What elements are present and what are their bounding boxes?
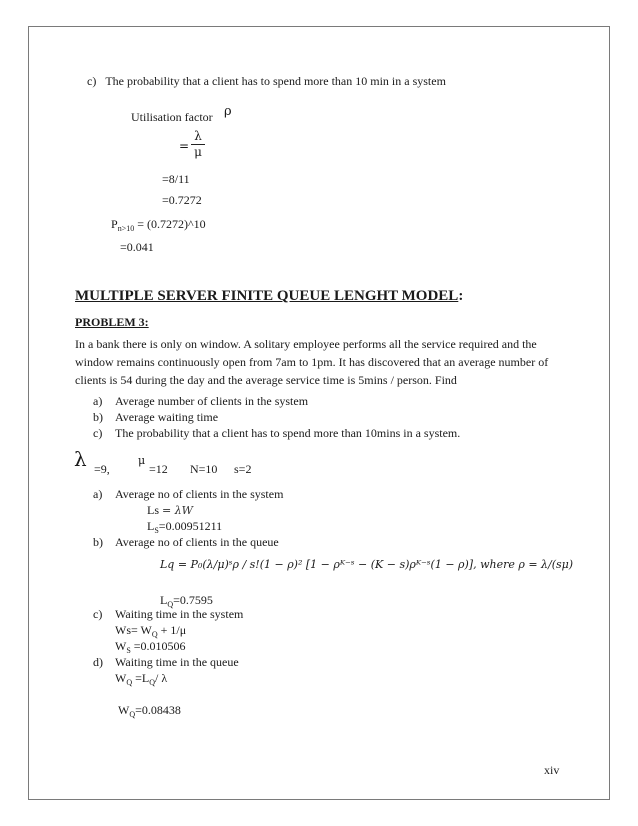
list-item-c [87, 74, 446, 89]
lq-result [160, 593, 213, 608]
equals-sign: = [179, 139, 190, 153]
lq-formula: Lq = P₀(λ/μ)ˢρ / s!(1 − ρ)² [1 − ρᴷ⁻ˢ − (K − s)ρᴷ⁻ˢ(1 − ρ)], where ρ = λ/(sμ) [160, 558, 574, 571]
answer-c [93, 607, 243, 622]
question-label: c) [93, 426, 103, 440]
p-subscript: n>10 [117, 224, 135, 233]
answer-b [93, 535, 279, 550]
problem-label: PROBLEM 3: [75, 315, 149, 329]
item-label: c) [87, 74, 97, 88]
probability-result: =0.041 [120, 240, 154, 254]
ws-rest: + 1/μ [157, 623, 187, 637]
s-value: s=2 [234, 462, 252, 476]
answer-text: Waiting time in the queue [115, 655, 239, 669]
lq-main: L [160, 593, 168, 607]
question-a [93, 393, 460, 409]
p-symbol: P [111, 217, 118, 231]
question-text: The probability that a client has to spend more than 10mins in a system. [115, 426, 461, 440]
probability-expression [111, 217, 206, 232]
question-c [93, 425, 460, 441]
utilisation-label [131, 110, 213, 125]
wq2-sub: Q [129, 710, 136, 719]
ls-result [147, 519, 222, 534]
answer-label: b) [93, 535, 103, 549]
question-b [93, 409, 460, 425]
answer-text: Average no of clients in the queue [115, 535, 279, 549]
ls-formula [147, 503, 193, 518]
p-expression: = (0.7272)^10 [134, 217, 206, 231]
wq-result [118, 703, 181, 718]
answer-label: d) [93, 655, 103, 669]
lq-sub: Q [167, 600, 174, 609]
mu-symbol: μ [138, 454, 146, 467]
wq2-value: =0.08438 [135, 703, 181, 717]
question-text: Average waiting time [115, 410, 219, 424]
answer-d [93, 655, 239, 670]
item-text: The probability that a client has to spend more than 10 min in a system [105, 74, 446, 88]
lambda-value: =9, [94, 462, 110, 476]
problem-questions [93, 393, 460, 441]
heading-colon: : [458, 288, 464, 304]
answer-label: c) [93, 607, 103, 621]
n-value: N=10 [190, 462, 218, 476]
frac-numerator: λ [194, 129, 202, 143]
answer-a [93, 487, 283, 502]
ws-formula [115, 623, 186, 638]
ws-main: Ws= W [115, 623, 152, 637]
lambda-over-mu-fraction [191, 130, 205, 159]
answer-text: Average no of clients in the system [115, 487, 284, 501]
wq-mid: =L [132, 671, 150, 685]
ws2-value: =0.010506 [130, 639, 186, 653]
ls-main: L [147, 519, 155, 533]
heading-title: MULTIPLE SERVER FINITE QUEUE LENGHT MODEL [75, 288, 459, 304]
wq2-main: W [118, 703, 130, 717]
ws2-main: W [115, 639, 127, 653]
ls-sub: S [154, 526, 159, 535]
wq-main: W [115, 671, 127, 685]
question-label: a) [93, 394, 103, 408]
question-label: b) [93, 410, 103, 424]
ws2-sub: S [126, 646, 131, 655]
ws-result [115, 639, 186, 654]
lq-value: =0.7595 [173, 593, 213, 607]
rho-value-fraction: =8/11 [162, 172, 190, 186]
answer-text: Waiting time in the system [115, 607, 244, 621]
answer-label: a) [93, 487, 103, 501]
page-number: xiv [544, 763, 560, 777]
lambda-symbol: λ [74, 447, 87, 471]
problem-paragraph: In a bank there is only on window. A solitary employee performs all the service required and the window remains continuously open from 7am to 1pm. It has discovered that an average number of clients is 54 during the day and the average service time is 5mins / person. Find [75, 337, 549, 387]
question-text: Average number of clients in the system [115, 394, 309, 408]
util-text: Utilisation factor [131, 110, 213, 124]
wq-sub2: Q [149, 678, 155, 687]
mu-value: =12 [149, 462, 168, 476]
rho-value-decimal: =0.7272 [162, 193, 202, 207]
ls-value: =0.00951211 [158, 519, 223, 533]
wq-formula [115, 671, 167, 686]
wq-sub: Q [126, 678, 133, 687]
frac-denominator: μ [194, 145, 202, 159]
ws-sub: Q [151, 630, 158, 639]
ls-equation: = λW [162, 504, 193, 517]
wq-rest: / λ [155, 671, 168, 685]
section-heading [75, 288, 463, 305]
ls-symbol: Ls [147, 503, 159, 517]
rho-symbol: ρ [224, 104, 232, 119]
